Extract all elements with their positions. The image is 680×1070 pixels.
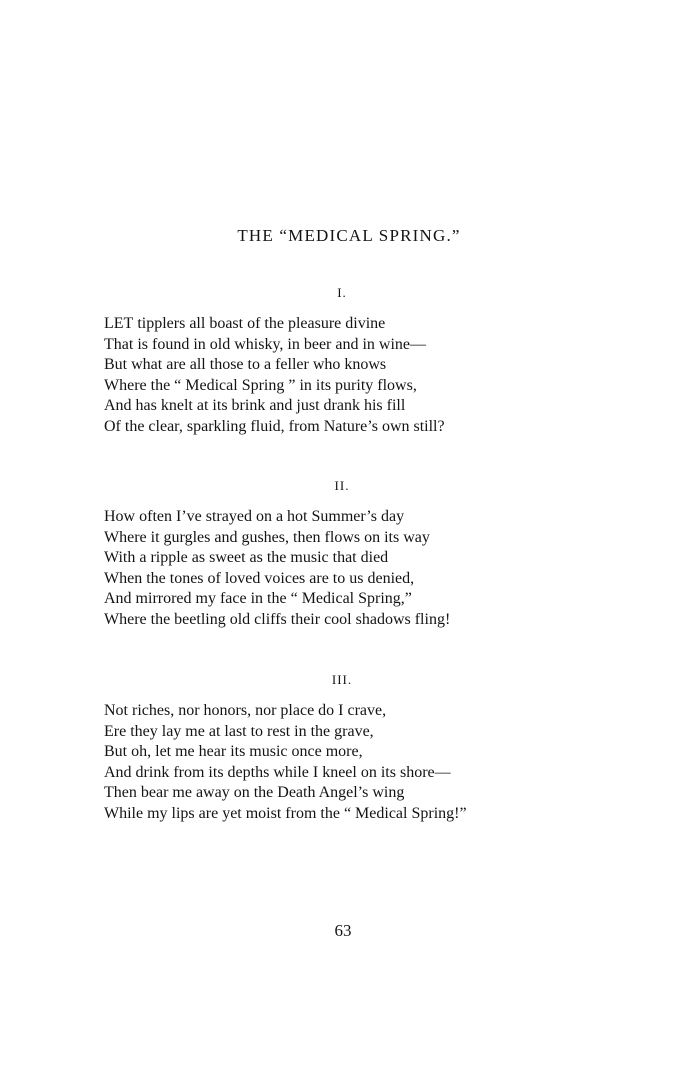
stanza-2-line-5: And mirrored my face in the “ Medical Spring,” <box>104 590 412 608</box>
stanza-2-line-1: How often I’ve strayed on a hot Summer’s day <box>104 508 405 525</box>
stanza-3-line-1: Not riches, nor honors, nor place do I crave, <box>104 702 387 719</box>
stanza-3 <box>104 701 624 825</box>
stanza-3-line-5: Then bear me away on the Death Angel’s wing <box>104 784 405 802</box>
stanza-1-line-2: That is found in old whisky, in beer and in wine— <box>104 335 427 353</box>
stanza-1-line-5: And has knelt at its brink and just drank his fill <box>104 397 406 415</box>
stanza-2-line-3: With a ripple as sweet as the music that died <box>104 549 389 567</box>
stanza-2-line-4: When the tones of loved voices are to us denied, <box>104 569 415 587</box>
stanza-number-2: II. <box>334 478 350 493</box>
stanza-3-line-4: And drink from its depths while I kneel on its shore— <box>104 763 451 781</box>
stanza-1-line-1 <box>104 314 624 335</box>
stanza-2-line-6: Where the beetling old cliffs their cool shadows fling! <box>104 610 451 628</box>
stanza-1 <box>104 314 624 438</box>
first-line-text: tipplers all boast of the pleasure divine <box>133 315 386 332</box>
stanza-3-line-2: Ere they lay me at last to rest in the grave, <box>104 722 374 740</box>
poem-title: THE “MEDICAL SPRING.” <box>237 226 461 245</box>
page-number: 63 <box>334 921 352 940</box>
stanza-number-1: I. <box>337 285 347 300</box>
drop-word-rest: ET <box>113 315 134 332</box>
drop-word-initial: L <box>104 315 114 332</box>
stanza-3-line-3: But oh, let me hear its music once more, <box>104 743 363 761</box>
stanza-1-line-6: Of the clear, sparkling fluid, from Nature’s own still? <box>104 417 445 435</box>
stanza-3-line-6: While my lips are yet moist from the “ Medical Spring!” <box>104 804 467 822</box>
stanza-number-3: III. <box>331 672 353 687</box>
stanza-2-line-2: Where it gurgles and gushes, then flows on its way <box>104 528 430 546</box>
stanza-2 <box>104 507 624 631</box>
stanza-1-line-4: Where the “ Medical Spring ” in its purity flows, <box>104 376 417 394</box>
stanza-1-line-3: But what are all those to a feller who knows <box>104 356 387 374</box>
